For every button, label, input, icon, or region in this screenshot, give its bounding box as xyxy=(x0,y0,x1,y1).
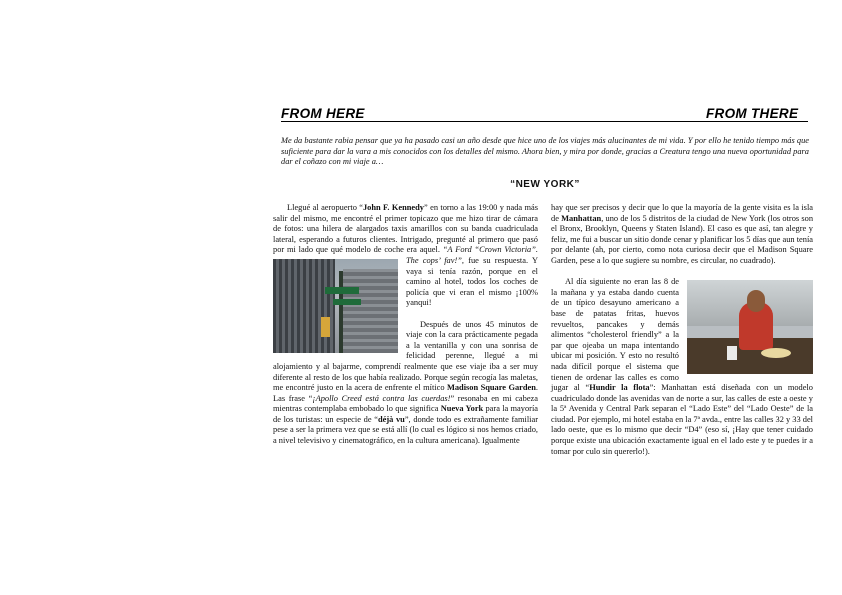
text: hay que ser precisos y decir que lo que la mayoría de la gente visita es la isla de xyxy=(551,203,813,223)
header-right: FROM THERE xyxy=(706,106,799,121)
paragraph xyxy=(551,277,813,457)
text: , fue su respuesta. Y vaya si tenía razón, porque en el camino al hotel, todos los coches de policía que vi eran el mismo ¡100% yanqui! xyxy=(406,255,538,308)
header-rule xyxy=(281,121,808,122)
paragraph xyxy=(273,203,538,309)
street-sign-photo xyxy=(273,259,398,353)
text: Llegué al aeropuerto “ xyxy=(287,203,363,212)
bold-text: Manhattan xyxy=(561,213,602,223)
text: ”, donde todo es extrañamente familiar pese a ser la primera vez que se está allí (lo cual es lógico si nos hemos criado, a nivel televisivo y cinematográfico, en la cultura americana). Igualmente xyxy=(273,414,538,446)
italic-text: ¡Apollo Creed está contra las cuerdas! xyxy=(312,393,451,403)
text: para la mayoría de los turistas: un especie de “ xyxy=(273,404,538,424)
text: Después de unos 45 minutos de viaje con la cara prácticamente pegada a la ventanilla y con una sonrisa de felicidad perenne, llegué a mi alojamiento y al bajarme, comprendí realmente que ese viaje iba a ser muy diferente al resto de los que había realizado. Porque según recogía las maletas, me encontré justo en la acera de enfrente el mítico xyxy=(273,319,538,393)
breakfast-photo xyxy=(687,280,813,374)
article-title: “NEW YORK” xyxy=(510,179,580,190)
column-right xyxy=(551,203,813,457)
bold-text: Madison Square Garden xyxy=(446,383,536,393)
italic-text: “A Ford “Crown Victoria”. The cops’ fav!” xyxy=(406,245,538,265)
text: ” resonaba en mi cabeza mientras contemplaba embobado lo que significa xyxy=(273,393,538,414)
header-left: FROM HERE xyxy=(281,106,365,121)
text: Al día siguiente no eran las 8 de la mañana y ya estaba dando cuenta de un típico desayuno americano a base de patatas fritas, huevos revueltos, pancakes y demás alimentos “cholesterol friendly” a la par que ojeaba un mapa intentando ubicar mi posición. Y esto no resultó nada difícil porque el sistema que tienen de ordenar las calles es como jugar al “ xyxy=(551,277,679,393)
text: ”: Manhattan está diseñada con un modelo cuadriculado donde las avenidas van de norte a sur, las calles de este a oeste y la 5ª Avenida y Central Park separan el “Lado Este” del “Lado Oeste” de la ciudad. Por ejemplo, mi hotel estaba en la 7ª avda., entre las calles 32 y 33 del lado oeste, que es lo mismo que decir “D4” (eso sí, ¡Hay que tener cuidado porque existe una ubicación exactamente igual en el lado este y te puedes ir a tomar por culo sin quererlo!). xyxy=(551,383,813,456)
text: ” en torno a las 19:00 y nada más salir del mismo, me encontré el primer topicazo que me hizo tirar de cámara de fotos: una hilera de alargados taxis amarillos con su banda cuadriculada lateral, esperando a futuros clientes. Intrigado, pregunté al primero que pasó por mi lado que qué modelo de coche era aquel. xyxy=(273,203,538,255)
column-left xyxy=(273,203,538,447)
text: . Las frase “ xyxy=(273,383,538,403)
paragraph xyxy=(551,203,813,267)
bold-text: Hundir la flota xyxy=(589,383,650,393)
intro-paragraph: Me da bastante rabia pensar que ya ha pasado casi un año desde que hice uno de los viajes más alucinantes de mi vida. Y por ello he tenido tiempo más que suficiente para dar la vara a mis conocidos con los detalles del mismo. Ahora bien, y mira por donde, gracias a Creatura tengo una nueva oportunidad para dar el coñazo con mi viaje a… xyxy=(281,136,809,167)
bold-text: John F. Kennedy xyxy=(362,203,424,212)
bold-text: déjà vu xyxy=(377,414,405,424)
text: , uno de los 5 distritos de la ciudad de New York (los otros son el Bronx, Brooklyn, Queens y Staten Island). El caso es que así, tan alegre y feliz, me fui a buscar un sitio donde cenar y planificar los 5 días que aun tenía por delante (ah, por cierto, como nota curiosa decir que el Madison Square Garden, pese a lo que sugiere su nombre, es circular, no cuadrado). xyxy=(551,213,814,265)
bold-text: Nueva York xyxy=(440,404,484,414)
